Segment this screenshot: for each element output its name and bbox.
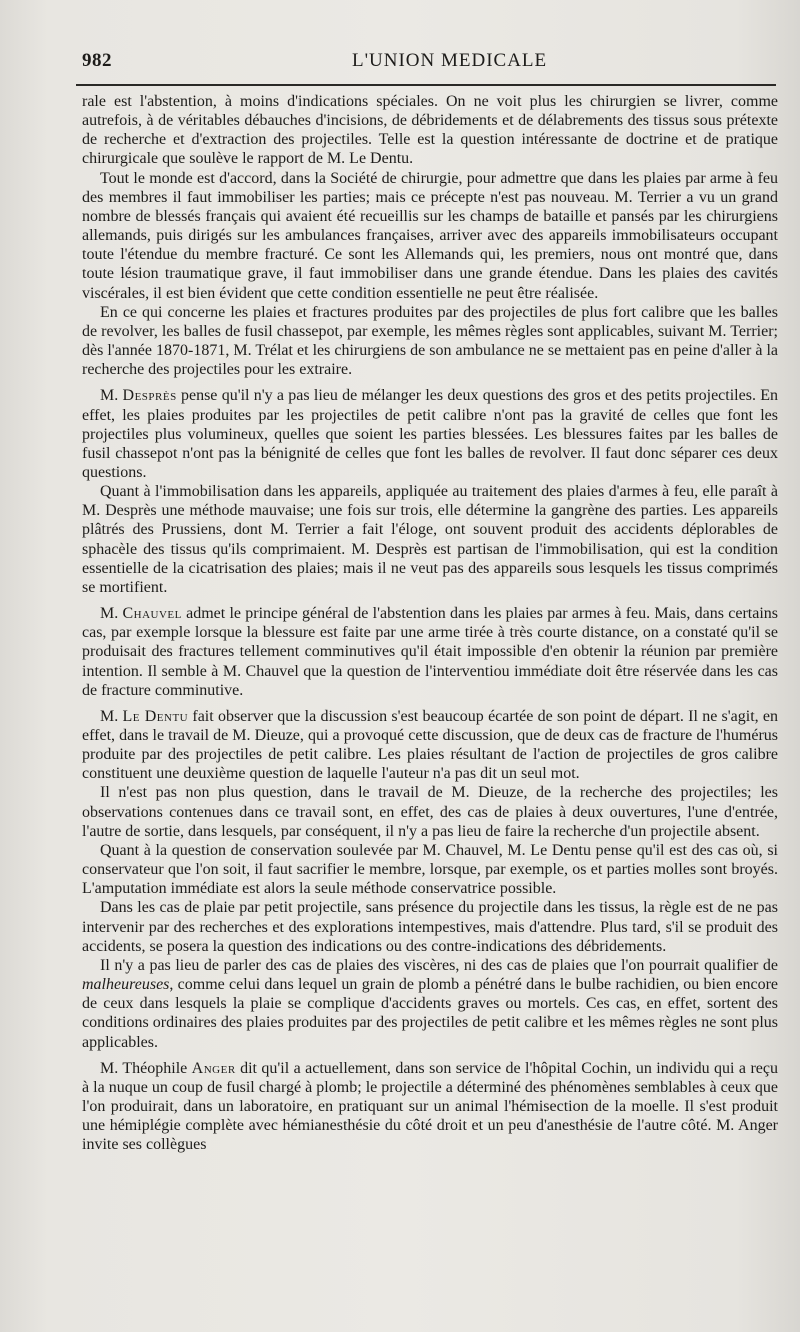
paragraph-text: admet le principe général de l'abstention dans les plaies par armes à feu. Mais, dans certains cas, par exemple lorsque la blessure est faite par une arme tirée à très courte distance, on a constaté qu'il se produisait des fractures tellement comminutives qu'il était impossible d'en obtenir la réunion par première intention. Il semble à M. Chauvel que la question de l'interventiou immédiate doit être réservée dans les cas de fracture comminutive. (82, 605, 778, 699)
speaker-prefix: M. (100, 707, 123, 725)
paragraph-chauvel (82, 604, 778, 700)
speaker-name: Desprès (122, 387, 177, 405)
paragraph: En ce qui concerne les plaies et fractures produites par des projectiles de plus fort calibre que les balles de revolver, les balles de fusil chassepot, par exemple, les mêmes règles sont applicables, suivant M. Terrier; dès l'année 1870-1871, M. Trélat et les chirurgiens de son ambulance ne se mettaient pas en peine d'aller à la recherche des projectiles pour les extraire. (82, 303, 778, 379)
paragraph: Il n'est pas non plus question, dans le travail de M. Dieuze, de la recherche des projectiles; les observations contenues dans ce travail sont, en effet, des cas de plaies à deux ouvertures, l'une d'entrée, l'autre de sortie, dans lesquels, par conséquent, il n'y a pas lieu de faire la recherche d'un projectile absent. (82, 784, 778, 840)
paragraph-text: Il n'y a pas lieu de parler des cas de plaies des viscères, ni des cas de plaies que l'on pourrait qualifier de (100, 956, 778, 974)
paragraph-anger (82, 1059, 778, 1155)
paragraph (82, 956, 778, 1052)
paragraph-text: dit qu'il a actuellement, dans son service de l'hôpital Cochin, un individu qui a reçu à la nuque un coup de fusil chargé à plomb; le projectile a déterminé des phénomènes semblables à ceux que l'on produirait, dans un laboratoire, en pratiquant sur un animal l'hémisection de la moelle. Il s'est produit une hémiplégie complète avec hémianesthésie du côté droit et un peu d'anesthésie de l'autre côté. M. Anger invite ses collègues (82, 1059, 778, 1154)
header-rule (76, 84, 776, 86)
paragraph: Quant à la question de conservation soulevée par M. Chauvel, M. Le Dentu pense qu'il est des cas où, si conservateur que l'on soit, il faut sacrifier le membre, lorsque, par exemple, os et parties molles sont broyés. L'amputation immédiate est alors la seule méthode conservatrice possible. (82, 841, 778, 898)
speaker-name: Le Dentu (122, 707, 189, 725)
speaker-prefix: M. (100, 605, 123, 623)
running-head (82, 44, 778, 76)
paragraph-despres (82, 386, 778, 482)
paragraph: Quant à l'immobilisation dans les appareils, appliquée au traitement des plaies d'armes à feu, elle paraît à M. Desprès une méthode mauvaise; une fois sur trois, elle détermine la gangrène des parties. Les appareils plâtrés des Prussiens, dont M. Terrier a fait l'éloge, ont souvent produit des accidents déplorables de sphacèle des tissus qu'ils comprimaient. M. Desprès est partisan de l'immobilisation, qui est la condition essentielle de la cicatrisation des plaies; mais il ne veut pas des appareils sous lesquels les tissus comprimés se mortifient. (82, 483, 778, 596)
paragraph: rale est l'abstention, à moins d'indications spéciales. On ne voit plus les chirurgien se livrer, comme autrefois, à de véritables débauches d'incisions, de débridements et de délabrements des tissus sous prétexte de recherche et d'extraction des projectiles. Telle est la question intéressante de doctrine et de pratique chirurgicale que soulève le rapport de M. Le Dentu. (82, 93, 778, 168)
article-body (82, 92, 778, 1154)
journal-title: L'UNION MEDICALE (352, 50, 548, 71)
speaker-prefix: M. Théophile (100, 1059, 192, 1077)
paragraph-text: , comme celui dans lequel un grain de plomb a pénétré dans le bulbe rachidien, ou bien encore de ceux dans lesquels la plaie se complique d'accidents graves ou mortels. Ces cas, en effet, sortent des conditions ordinaires des plaies produites par des projectiles de petit calibre et les mêmes règles ne sont plus applicables. (82, 976, 778, 1051)
paragraph-text: pense qu'il n'y a pas lieu de mélanger les deux questions des gros et des petits projectiles. En effet, les plaies produites par les projectiles de petit calibre n'ont pas la gravité de celles que font les projectiles plus volumineux, quelles que soient les parties blessées. Les blessures faites par les balles de fusil chassepot n'ont pas la bénignité de celles que font les balles de revolver. Il faut donc séparer ces deux questions. (82, 387, 778, 481)
italic-term: malheureuses (82, 976, 170, 994)
speaker-name: Chauvel (122, 605, 182, 623)
speaker-prefix: M. (100, 387, 123, 405)
paragraph: Tout le monde est d'accord, dans la Société de chirurgie, pour admettre que dans les plaies par arme à feu des membres il faut immobiliser les parties; mais ce précepte n'est pas nouveau. M. Terrier a vu un grand nombre de blessés français qui avaient été recueillis sur les champs de bataille et pansés par les chirurgiens allemands, puis dirigés sur les ambulances françaises, arriver avec des appareils immobilisateurs occupant toute l'étendue du membre fracturé. Ce sont les Allemands qui, les premiers, nous ont montré que, dans toute lésion traumatique grave, il faut immobiliser dans une grande étendue. Dans les plaies des cavités viscérales, il est bien évident que cette condition essentielle ne peut être réalisée. (82, 169, 778, 302)
paragraph-text: fait observer que la discussion s'est beaucoup écartée de son point de départ. Il ne s'agit, en effet, dans le travail de M. Dieuze, qui a provoqué cette discussion, que de deux cas de fracture de l'humérus produite par des projectiles de petit calibre. Les plaies résultant de l'action de projectiles de gros calibre constituent une deuxième question de laquelle l'auteur n'a pas dit un seul mot. (82, 707, 779, 783)
paragraph-le-dentu (82, 707, 778, 784)
speaker-name: Anger (191, 1059, 236, 1077)
page-number: 982 (82, 50, 112, 71)
paragraph: Dans les cas de plaie par petit projectile, sans présence du projectile dans les tissus, la règle est de ne pas intervenir par des recherches et des explorations intempestives, mais d'attendre. Plus tard, s'il se produit des accidents, se posera la question des indications ou des contre-indications des débridements. (82, 899, 778, 955)
